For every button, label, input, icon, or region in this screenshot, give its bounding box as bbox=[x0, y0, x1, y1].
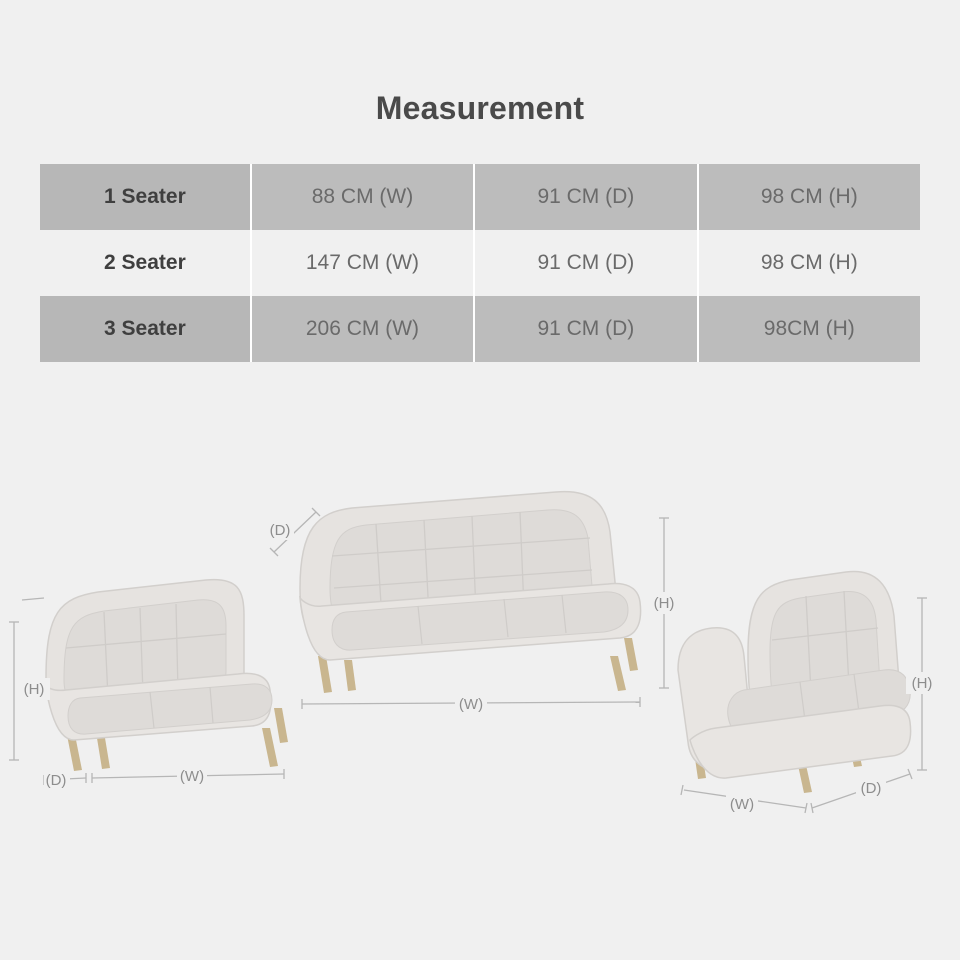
two-seater-sofa bbox=[46, 580, 288, 771]
row-height: 98CM (H) bbox=[698, 296, 920, 362]
three-seater-sofa bbox=[300, 492, 641, 693]
row-width: 206 CM (W) bbox=[251, 296, 474, 362]
table-row bbox=[40, 296, 920, 362]
row-label: 3 Seater bbox=[40, 296, 251, 362]
row-label: 2 Seater bbox=[40, 230, 251, 296]
three-seater-height-label: (H) bbox=[653, 595, 675, 612]
row-label: 1 Seater bbox=[40, 164, 251, 230]
one-seater-width-label: (W) bbox=[729, 796, 755, 813]
two-seater-depth-label: (D) bbox=[45, 772, 67, 789]
two-seater-height-label: (H) bbox=[23, 681, 45, 698]
row-depth: 91 CM (D) bbox=[474, 164, 697, 230]
row-height: 98 CM (H) bbox=[698, 230, 920, 296]
three-seater-width-label: (W) bbox=[458, 696, 484, 713]
row-height: 98 CM (H) bbox=[698, 164, 920, 230]
furniture-illustration bbox=[0, 440, 960, 960]
one-seater-height-label: (H) bbox=[911, 675, 933, 692]
row-depth: 91 CM (D) bbox=[474, 296, 697, 362]
row-width: 147 CM (W) bbox=[251, 230, 474, 296]
row-depth: 91 CM (D) bbox=[474, 230, 697, 296]
measurement-table bbox=[40, 164, 920, 362]
three-seater-depth-label: (D) bbox=[269, 522, 291, 539]
page-title: Measurement bbox=[375, 90, 585, 126]
table-row bbox=[40, 164, 920, 230]
table-row bbox=[40, 230, 920, 296]
row-width: 88 CM (W) bbox=[251, 164, 474, 230]
one-seater-armchair bbox=[678, 571, 911, 793]
one-seater-depth-label: (D) bbox=[860, 780, 882, 797]
two-seater-width-label: (W) bbox=[179, 768, 205, 785]
